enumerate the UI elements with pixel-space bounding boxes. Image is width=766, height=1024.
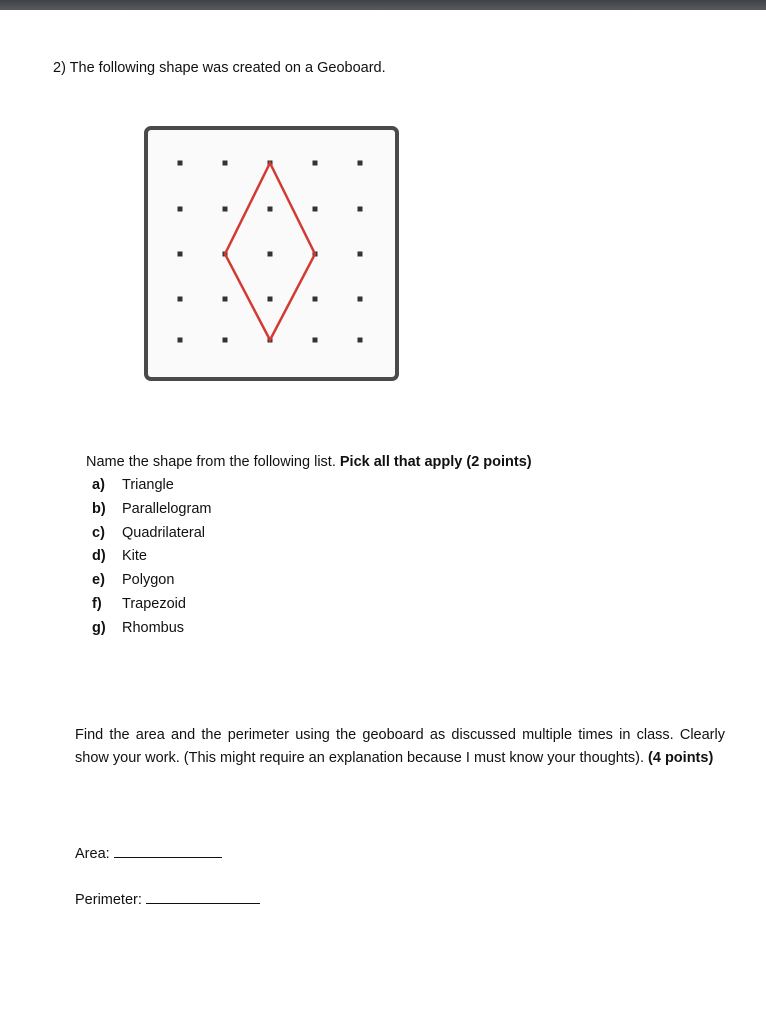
peg xyxy=(223,161,228,166)
peg xyxy=(313,338,318,343)
area-blank[interactable] xyxy=(114,845,222,858)
option-label: Kite xyxy=(122,548,147,565)
option-parallelogram xyxy=(92,501,211,517)
instruction-text: Name the shape from the following list. xyxy=(86,454,340,470)
perimeter-row xyxy=(75,891,260,908)
option-label: Polygon xyxy=(122,572,175,589)
option-letter: f) xyxy=(92,596,102,612)
option-letter: d) xyxy=(92,548,106,565)
peg xyxy=(178,207,183,212)
area-label: Area: xyxy=(75,846,110,862)
option-label: Quadrilateral xyxy=(122,524,206,541)
peg xyxy=(223,207,228,212)
option-letter: a) xyxy=(92,477,105,493)
option-kite xyxy=(92,548,147,564)
peg xyxy=(178,297,183,302)
peg xyxy=(358,252,363,257)
option-letter: e) xyxy=(92,572,105,589)
area-perimeter-prompt xyxy=(75,724,725,770)
top-bar xyxy=(0,0,766,10)
peg xyxy=(358,338,363,343)
peg xyxy=(313,161,318,166)
option-label: Trapezoid xyxy=(122,596,186,612)
option-label: Parallelogram xyxy=(122,500,212,517)
prompt-text: Find the area and the perimeter using the geoboard as discussed multiple times in class. Clearly show your work. (This might require an explanation because I must know your thoughts). xyxy=(75,727,725,766)
option-letter: b) xyxy=(92,500,106,517)
option-triangle xyxy=(92,477,174,493)
perimeter-blank[interactable] xyxy=(146,891,260,904)
peg xyxy=(178,338,183,343)
peg xyxy=(268,207,273,212)
peg xyxy=(313,297,318,302)
instruction-bold: Pick all that apply (2 points) xyxy=(339,454,532,470)
question-title: 2) The following shape was created on a Geoboard. xyxy=(53,60,386,76)
peg xyxy=(223,297,228,302)
instruction xyxy=(86,454,532,470)
peg xyxy=(223,338,228,343)
option-letter: g) xyxy=(92,619,106,636)
option-label: Triangle xyxy=(122,477,174,493)
geoboard-figure xyxy=(140,120,405,385)
option-quadrilateral xyxy=(92,525,205,541)
peg xyxy=(358,207,363,212)
peg xyxy=(358,297,363,302)
option-rhombus xyxy=(92,620,184,636)
peg xyxy=(268,297,273,302)
area-row xyxy=(75,845,222,862)
perimeter-label: Perimeter: xyxy=(75,892,142,908)
option-label: Rhombus xyxy=(122,619,185,636)
peg xyxy=(313,207,318,212)
peg xyxy=(178,252,183,257)
option-polygon xyxy=(92,572,174,588)
option-letter: c) xyxy=(92,524,105,541)
peg xyxy=(268,252,273,257)
option-trapezoid xyxy=(92,596,186,612)
peg xyxy=(178,161,183,166)
prompt-points: (4 points) xyxy=(648,750,714,766)
peg xyxy=(358,161,363,166)
